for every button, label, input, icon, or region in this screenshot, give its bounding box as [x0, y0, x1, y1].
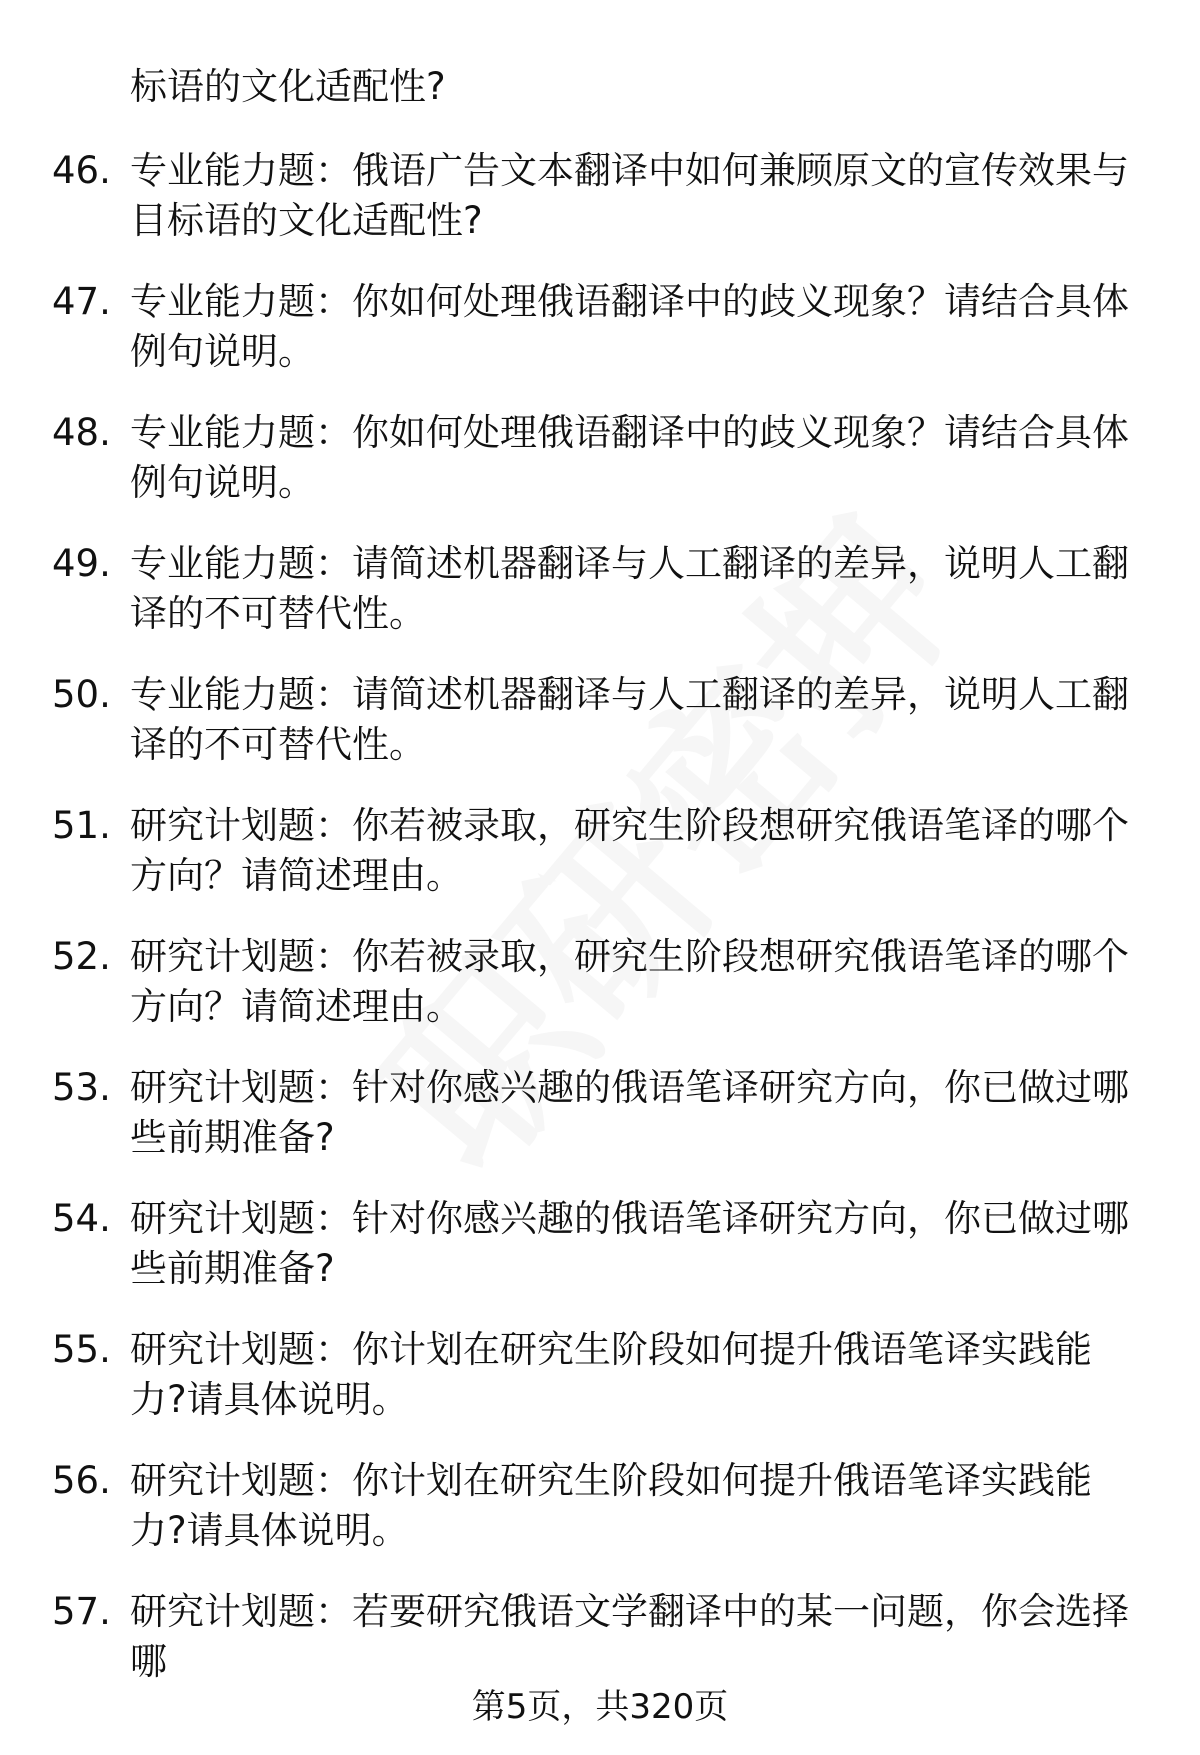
question-text: 研究计划题：你若被录取，研究生阶段想研究俄语笔译的哪个方向？请简述理由。 — [130, 935, 1129, 1028]
question-number: 53. — [52, 1066, 111, 1109]
question-text: 专业能力题：请简述机器翻译与人工翻译的差异，说明人工翻译的不可替代性。 — [130, 673, 1129, 766]
page-footer: 第5页，共320页 — [471, 1687, 729, 1727]
question-text: 研究计划题：你计划在研究生阶段如何提升俄语笔译实践能力?请具体说明。 — [130, 1328, 1092, 1421]
question-number: 52. — [52, 935, 111, 978]
question-text: 专业能力题：你如何处理俄语翻译中的歧义现象？请结合具体例句说明。 — [130, 280, 1129, 373]
question-list — [0, 146, 1200, 1718]
question-number: 57. — [52, 1590, 111, 1633]
continued-question-text: 标语的文化适配性? — [130, 65, 446, 108]
question-number: 55. — [52, 1328, 111, 1371]
question-number: 54. — [52, 1197, 111, 1240]
question-item-56 — [0, 1456, 1200, 1587]
question-number: 50. — [52, 673, 111, 716]
question-item-52 — [0, 932, 1200, 1063]
question-text: 研究计划题：针对你感兴趣的俄语笔译研究方向，你已做过哪些前期准备? — [130, 1197, 1129, 1290]
question-number: 49. — [52, 542, 111, 585]
question-text: 专业能力题：请简述机器翻译与人工翻译的差异，说明人工翻译的不可替代性。 — [130, 542, 1129, 635]
question-item-50 — [0, 670, 1200, 801]
question-text: 专业能力题：你如何处理俄语翻译中的歧义现象？请结合具体例句说明。 — [130, 411, 1129, 504]
question-item-55 — [0, 1325, 1200, 1456]
question-item-51 — [0, 801, 1200, 932]
question-item-54 — [0, 1194, 1200, 1325]
question-item-47 — [0, 277, 1200, 408]
question-text: 研究计划题：针对你感兴趣的俄语笔译研究方向，你已做过哪些前期准备? — [130, 1066, 1129, 1159]
question-text: 专业能力题：俄语广告文本翻译中如何兼顾原文的宣传效果与目标语的文化适配性? — [130, 149, 1129, 242]
question-text: 研究计划题：你计划在研究生阶段如何提升俄语笔译实践能力?请具体说明。 — [130, 1459, 1092, 1552]
question-item-48 — [0, 408, 1200, 539]
question-number: 46. — [52, 149, 111, 192]
question-item-53 — [0, 1063, 1200, 1194]
question-text: 研究计划题：你若被录取，研究生阶段想研究俄语笔译的哪个方向？请简述理由。 — [130, 804, 1129, 897]
question-number: 56. — [52, 1459, 111, 1502]
question-number: 51. — [52, 804, 111, 847]
question-item-46 — [0, 146, 1200, 277]
question-item-49 — [0, 539, 1200, 670]
question-text: 研究计划题：若要研究俄语文学翻译中的某一问题，你会选择哪 — [130, 1590, 1129, 1683]
question-number: 48. — [52, 411, 111, 454]
question-number: 47. — [52, 280, 111, 323]
